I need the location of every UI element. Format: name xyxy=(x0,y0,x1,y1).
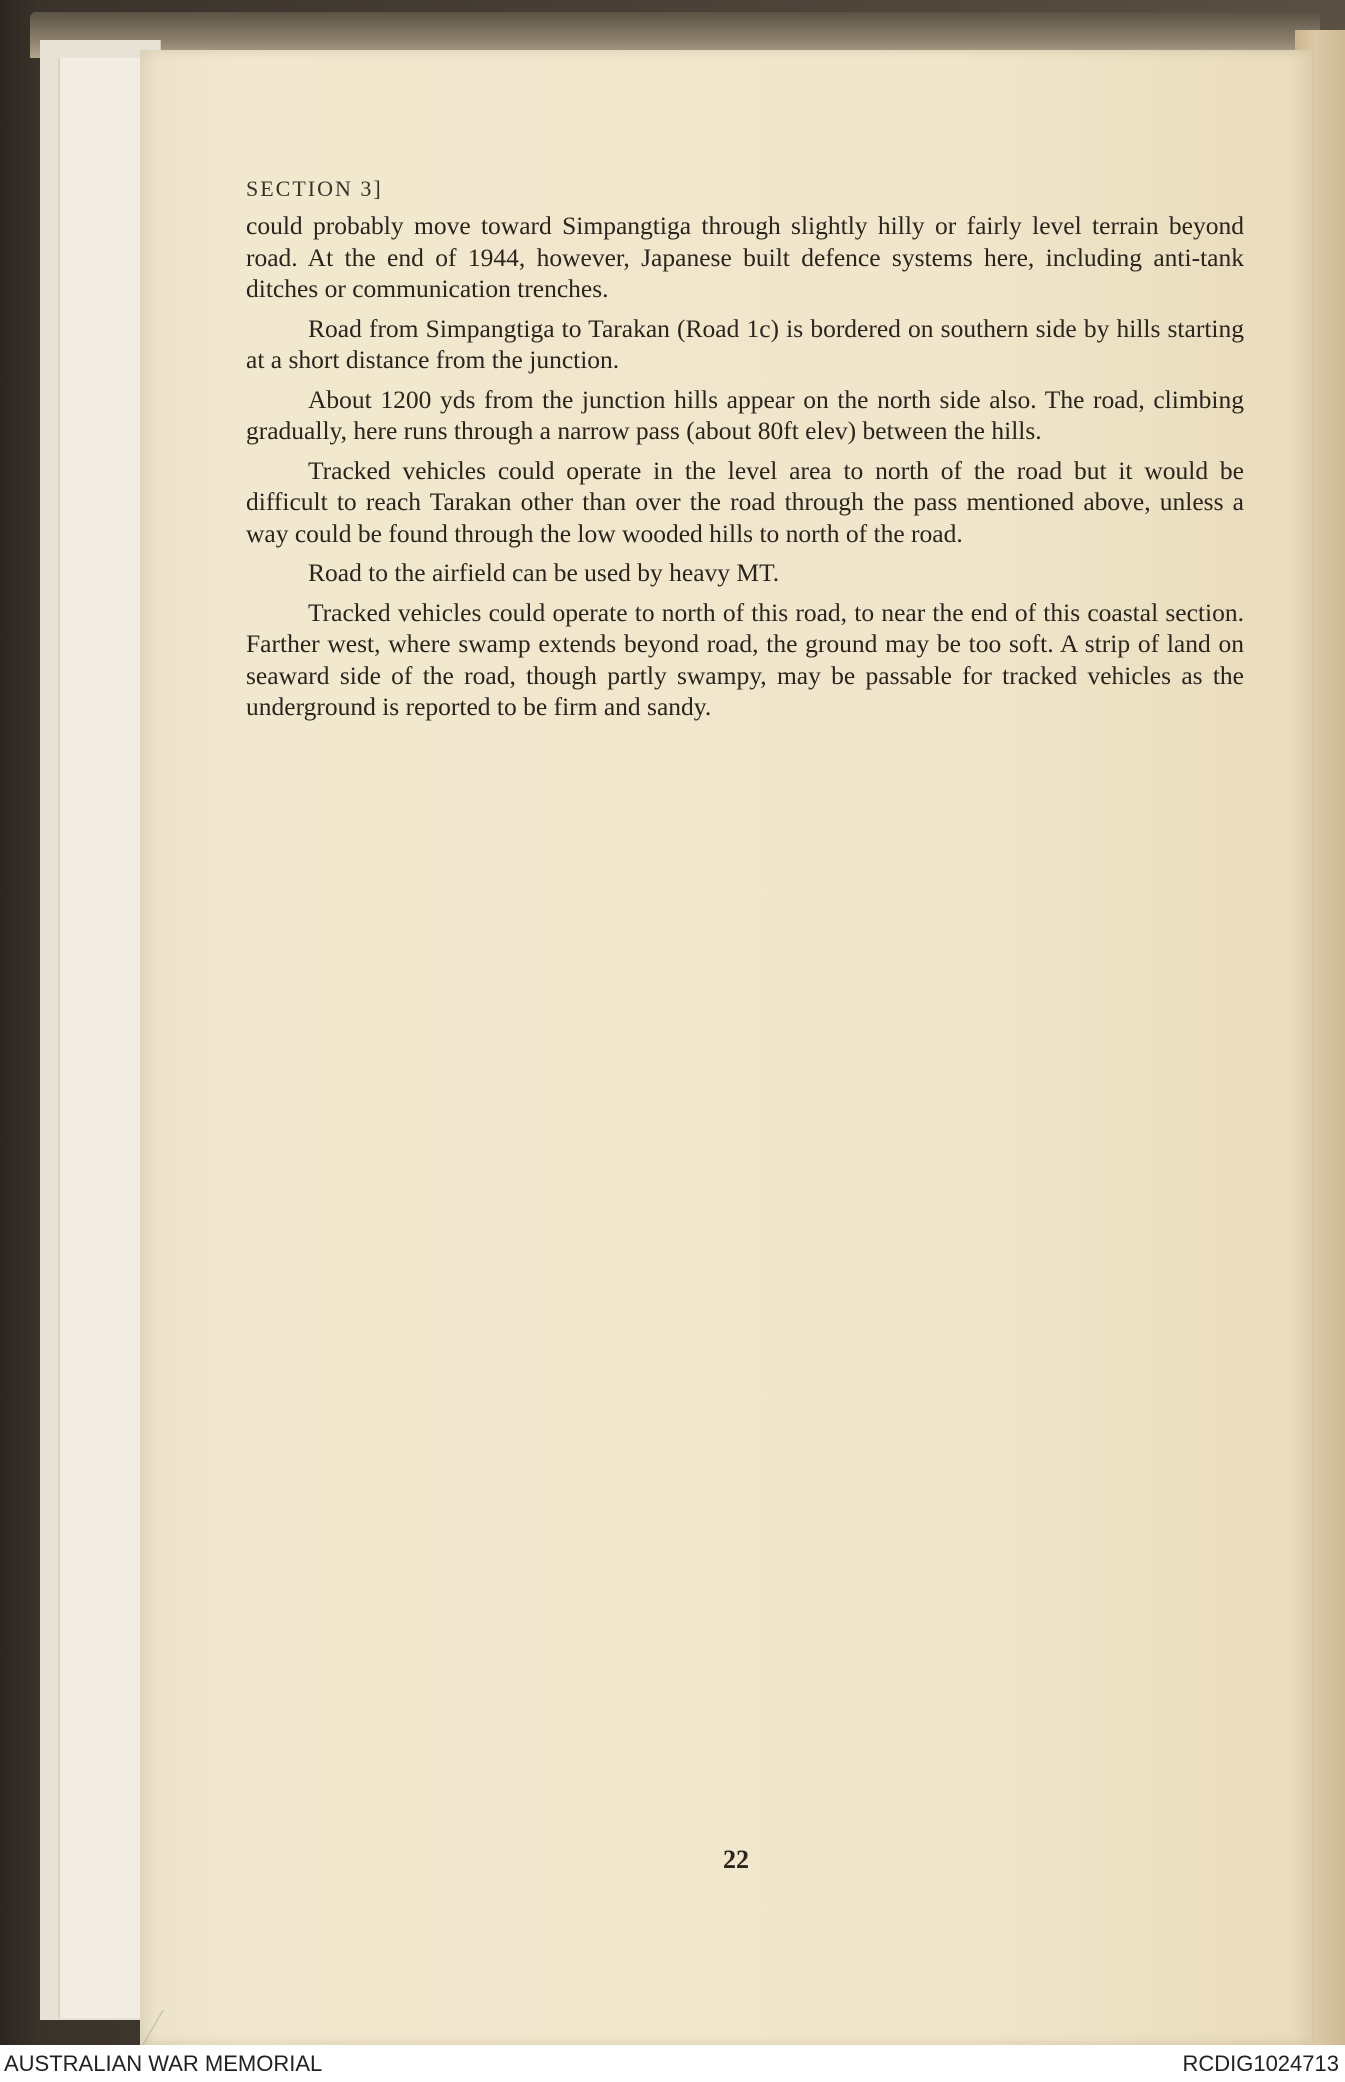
paragraph: Tracked vehicles could operate in the level area to north of the road but it would be difficult to reach Tarakan other than over the road through the pass mentioned above, unless a way could be found through the low wooded hills to north of the road. xyxy=(246,455,1244,548)
page-content xyxy=(246,174,1244,731)
section-heading: SECTION 3] xyxy=(246,176,383,201)
archive-id: RCDIG1024713 xyxy=(1182,2051,1339,2076)
archive-footer xyxy=(0,2045,1345,2082)
page-number: 22 xyxy=(723,1845,749,1874)
paragraph: About 1200 yds from the junction hills appear on the north side also. The road, climbing gradually, here runs through a narrow pass (about 80ft elev) between the hills. xyxy=(246,384,1244,445)
paragraph: Road to the airfield can be used by heavy MT. xyxy=(308,558,780,587)
archive-name: AUSTRALIAN WAR MEMORIAL xyxy=(4,2051,323,2076)
paragraph: Tracked vehicles could operate to north of this road, to near the end of this coastal section. Farther west, where swamp extends beyond road, the ground may be too soft. A strip of land on seaward side of the road, though partly swampy, may be passable for tracked vehicles as the underground is reported to be firm and sandy. xyxy=(246,597,1244,721)
paragraph: could probably move toward Simpangtiga through slightly hilly or fairly level terrain beyond road. At the end of 1944, however, Japanese built defence systems here, including anti-tank ditches or communication trenches. xyxy=(246,211,1244,303)
paragraph: Road from Simpangtiga to Tarakan (Road 1c) is bordered on southern side by hills starting at a short distance from the junction. xyxy=(246,313,1244,374)
